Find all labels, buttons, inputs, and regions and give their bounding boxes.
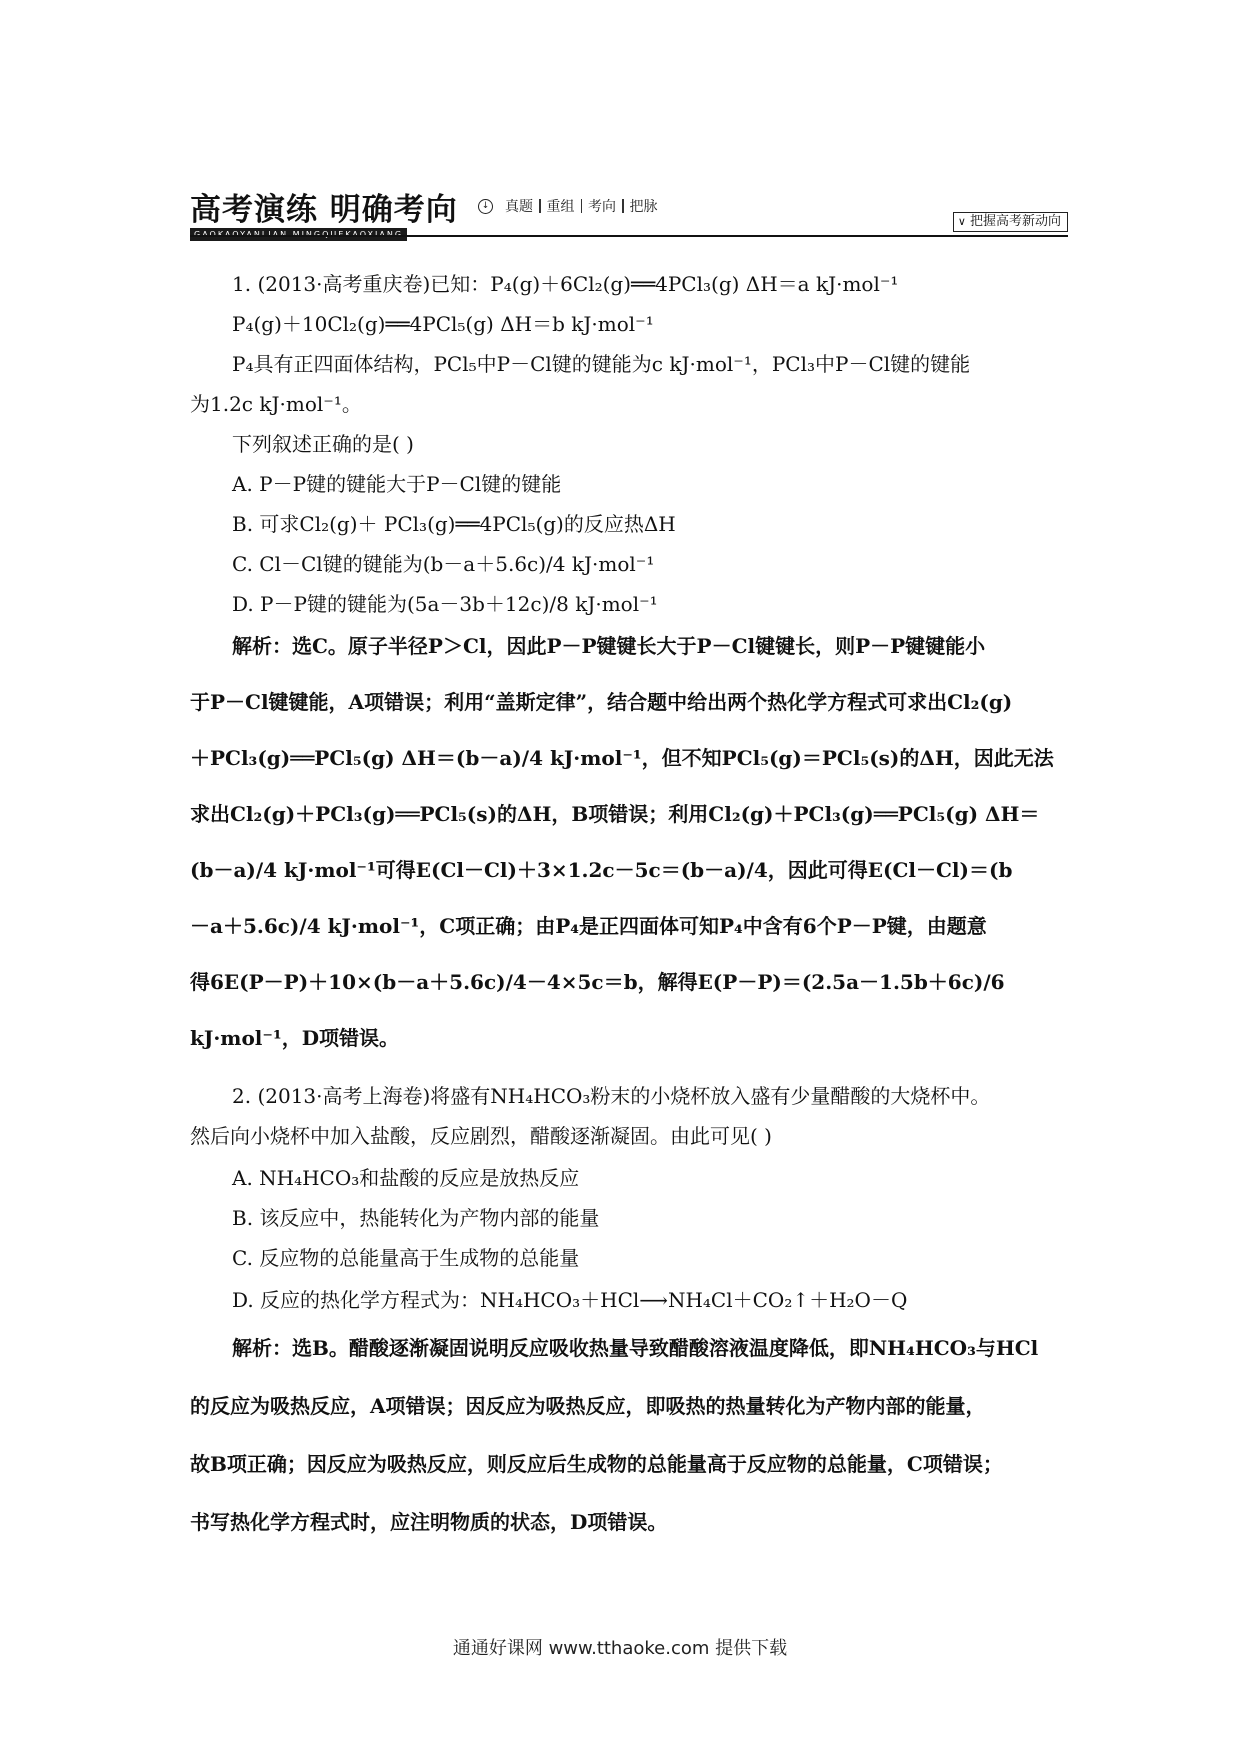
q1-analysis-line: 于P－Cl键键能，A项错误；利用“盖斯定律”，结合题中给出两个热化学方程式可求出Cl₂(g) [190, 690, 1013, 714]
step-label: 把脉 [629, 199, 658, 215]
badge-label: 把握高考新动向 [969, 214, 1061, 229]
q1-option-b: B. 可求Cl₂(g)＋ PCl₃(g)══4PCl₅(g)的反应热ΔH [232, 512, 676, 536]
q2-option-d: D. 反应的热化学方程式为：NH₄HCO₃＋HCl⟶NH₄Cl＋CO₂↑＋H₂O－Q [232, 1288, 908, 1312]
q1-stem-line: P₄具有正四面体结构，PCl₅中P－Cl键的键能为c kJ·mol⁻¹，PCl₃中P－Cl键的键能 [232, 352, 971, 376]
section-header [190, 190, 1068, 242]
q1-stem-line: 为1.2c kJ·mol⁻¹。 [190, 392, 362, 416]
q1-analysis-line: 求出Cl₂(g)＋PCl₃(g)══PCl₅(s)的ΔH，B项错误；利用Cl₂(g)＋PCl₃(g)══PCl₅(g) ΔH＝ [190, 802, 1040, 826]
q1-stem-line: P₄(g)＋10Cl₂(g)══4PCl₅(g) ΔH＝b kJ·mol⁻¹ [232, 312, 654, 336]
q1-option-d: D. P－P键的键能为(5a－3b＋12c)/8 kJ·mol⁻¹ [232, 592, 658, 616]
q2-stem-line: 然后向小烧杯中加入盐酸，反应剧烈，醋酸逐渐凝固。由此可见( ) [190, 1124, 772, 1148]
q2-option-a: A. NH₄HCO₃和盐酸的反应是放热反应 [232, 1166, 580, 1190]
step-label: 重组 [546, 199, 575, 215]
header-steps [478, 196, 664, 216]
q2-analysis-line: 故B项正确；因反应为吸热反应，则反应后生成物的总能量高于反应物的总能量，C项错误； [190, 1452, 1003, 1476]
header-badge [953, 212, 1068, 232]
q1-stem-line: 下列叙述正确的是( ) [232, 432, 414, 456]
page-footer: 通通好课网 www.tthaoke.com 提供下载 [452, 1638, 788, 1659]
q2-analysis-line: 书写热化学方程式时，应注明物质的状态，D项错误。 [190, 1510, 668, 1534]
q1-analysis-line: －a＋5.6c)/4 kJ·mol⁻¹，C项正确；由P₄是正四面体可知P₄中含有6个P－P键，由题意 [190, 914, 987, 938]
check-icon: ∨ [957, 215, 966, 228]
q1-analysis-line: 解析：选C。原子半径P＞Cl，因此P－P键键长大于P－Cl键键长，则P－P键键能小 [232, 634, 986, 658]
q1-option-a: A. P－P键的键能大于P－Cl键的键能 [232, 472, 562, 496]
q2-analysis-line: 的反应为吸热反应，A项错误；因反应为吸热反应，即吸热的热量转化为产物内部的能量， [190, 1394, 986, 1418]
q1-analysis-line: kJ·mol⁻¹，D项错误。 [190, 1026, 400, 1050]
header-rule [190, 235, 1068, 237]
q2-option-c: C. 反应物的总能量高于生成物的总能量 [232, 1246, 580, 1270]
q2-analysis-line: 解析：选B。醋酸逐渐凝固说明反应吸收热量导致醋酸溶液温度降低，即NH₄HCO₃与HCl [232, 1336, 1039, 1360]
q1-option-c: C. Cl－Cl键的键能为(b－a＋5.6c)/4 kJ·mol⁻¹ [232, 552, 655, 576]
q1-stem-line: 1. (2013·高考重庆卷)已知：P₄(g)＋6Cl₂(g)══4PCl₃(g) ΔH＝a kJ·mol⁻¹ [232, 272, 899, 296]
step-label: 考向 [588, 199, 616, 215]
q2-stem-line: 2. (2013·高考上海卷)将盛有NH₄HCO₃粉末的小烧杯放入盛有少量醋酸的大烧杯中。 [232, 1084, 991, 1108]
q1-analysis-line: 得6E(P－P)＋10×(b－a＋5.6c)/4－4×5c＝b，解得E(P－P)＝(2.5a－1.5b＋6c)/6 [190, 970, 1005, 994]
section-title: 高考演练 明确考向 [190, 192, 458, 228]
q2-option-b: B. 该反应中，热能转化为产物内部的能量 [232, 1206, 600, 1230]
step-label: 真题 [505, 199, 533, 215]
q1-analysis-line: ＋PCl₃(g)══PCl₅(g) ΔH＝(b－a)/4 kJ·mol⁻¹，但不知PCl₅(g)＝PCl₅(s)的ΔH，因此无法 [190, 746, 1054, 770]
download-icon: ↓ [478, 199, 493, 214]
q1-analysis-line: (b－a)/4 kJ·mol⁻¹可得E(Cl－Cl)＋3×1.2c－5c＝(b－a)/4，因此可得E(Cl－Cl)＝(b [190, 858, 1013, 882]
